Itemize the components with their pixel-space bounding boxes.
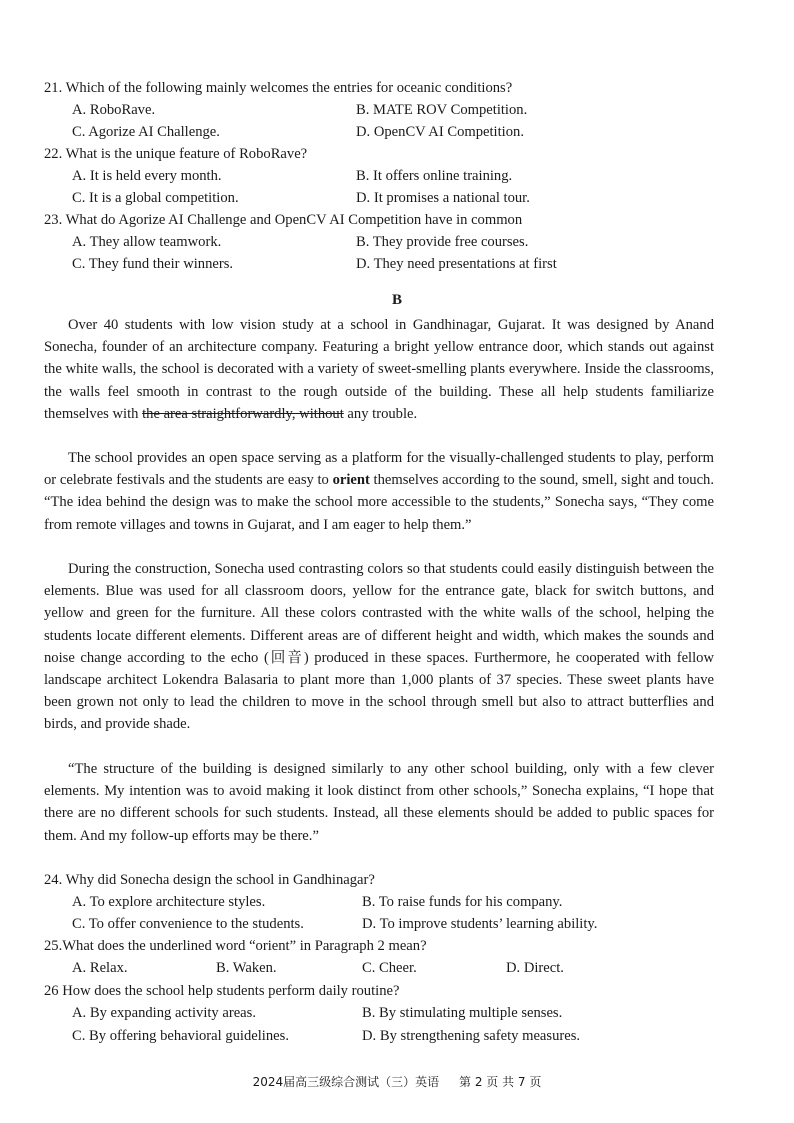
passage-paragraph-3: During the construction, Sonecha used contrasting colors so that students could easily distinguish between the elements. Blue was used for all classroom doors, yellow for the entrance gate, black for switch buttons, and yellow and green for the furniture. All these colors contrasted with the white walls of the school, helping the students locate different elements. Different areas are of different height and width, which makes the sounds and noise change according to the echo (回音) produced in these spaces. Furthermore, he cooperated with fellow landscape architect Lokendra Balasaria to plant more than 1,000 plants of 37 species. These sweet plants have been grown not only to lead the children to move in the school through smell but also to attract butterflies and birds, and provide shade. — [44, 561, 714, 733]
paragraph-2-text: The school provides an open space serving as a platform for the visually-challenged students to play, perform or celebrate festivals and the students are easy to — [44, 450, 714, 489]
option-b: B. By stimulating multiple senses. — [362, 1005, 563, 1021]
paragraph-1-text: Over 40 students with low vision study at a school in Gandhinagar, Gujarat. It was designed by Anand Sonecha, founder of an architecture company. Featuring a bright yellow entrance door, which stands out against the white walls, the school is decorated with a variety of sweet-smelling plants everywhere. Inside the classrooms, the walls feel smooth in contrast to the rough outside of the building. These all help students familiarize themselves with — [44, 317, 714, 422]
passage-paragraph-2 — [44, 447, 714, 536]
option-b: B. To raise funds for his company. — [362, 894, 563, 910]
paragraph-1-end: any trouble. — [343, 405, 418, 422]
highlighted-word-orient: orient — [332, 472, 370, 489]
question-stem: 21. Which of the following mainly welcomes the entries for oceanic conditions? — [44, 80, 513, 96]
option-d: D. They need presentations at first — [356, 256, 557, 272]
option-d: D. Direct. — [506, 960, 564, 976]
option-c: C. To offer convenience to the students. — [72, 916, 304, 932]
question-stem: 25.What does the underlined word “orient” in Paragraph 2 mean? — [44, 938, 427, 954]
option-d: D. By strengthening safety measures. — [362, 1028, 581, 1044]
question-stem: 22. What is the unique feature of RoboRave? — [44, 146, 308, 162]
question-stem: 24. Why did Sonecha design the school in Gandhinagar? — [44, 872, 375, 888]
page-number: 第 2 页 共 7 页 — [459, 1075, 542, 1089]
passage-title: B — [391, 292, 402, 308]
option-d: D. It promises a national tour. — [356, 190, 530, 206]
option-c: C. Cheer. — [362, 960, 417, 976]
question-stem: 26 How does the school help students perform daily routine? — [44, 983, 400, 999]
paragraph-2-text-cont: themselves according to the sound, smell, sight and touch. “The idea behind the design was to make the school more accessible to the students,” Sonecha says, “They come from remote villages and towns in Gujarat, and I am eager to help them.” — [44, 472, 714, 533]
passage-paragraph-1 — [44, 314, 714, 425]
option-d: D. To improve students’ learning ability. — [362, 916, 598, 932]
option-a: A. To explore architecture styles. — [72, 894, 266, 910]
struck-through-text: the area straightforwardly, without — [142, 405, 344, 422]
passage-paragraph-4: “The structure of the building is designed similarly to any other school building, only with a few clever elements. My intention was to avoid making it look distinct from other schools,” Sonecha explains, “I hope that there are no different schools for such students. Instead, all these elements should be added to public spaces for them. And my follow-up efforts may be there.” — [44, 761, 714, 844]
option-c: C. Agorize AI Challenge. — [72, 124, 220, 140]
option-c: C. It is a global competition. — [72, 190, 239, 206]
page-footer — [0, 1074, 794, 1090]
option-a: A. By expanding activity areas. — [72, 1005, 256, 1021]
option-c: C. They fund their winners. — [72, 256, 234, 272]
question-stem: 23. What do Agorize AI Challenge and OpenCV AI Competition have in common — [44, 212, 523, 228]
exam-title: 2024届高三级综合测试（三）英语 — [252, 1075, 440, 1089]
option-b: B. Waken. — [216, 960, 277, 976]
option-c: C. By offering behavioral guidelines. — [72, 1028, 289, 1044]
option-a: A. It is held every month. — [72, 168, 222, 184]
option-a: A. Relax. — [72, 960, 128, 976]
option-a: A. They allow teamwork. — [72, 234, 222, 250]
option-b: B. It offers online training. — [356, 168, 513, 184]
option-b: B. MATE ROV Competition. — [356, 102, 528, 118]
option-a: A. RoboRave. — [72, 102, 156, 118]
option-d: D. OpenCV AI Competition. — [356, 124, 524, 140]
option-b: B. They provide free courses. — [356, 234, 529, 250]
